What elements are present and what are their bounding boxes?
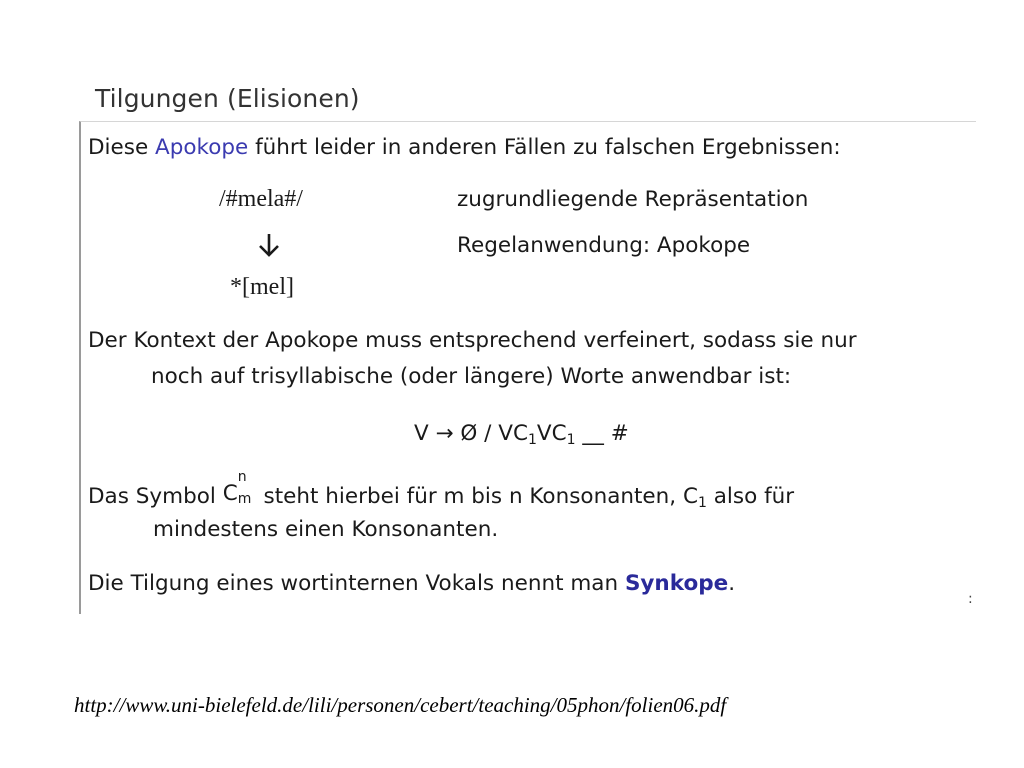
rule-mid: VC [536, 421, 567, 446]
underlying-form: /#mela#/ [219, 186, 303, 212]
rule-sub-2: 1 [566, 432, 576, 448]
symbol-c: C [222, 481, 238, 506]
surface-form: *[mel] [230, 274, 294, 300]
underlying-label: zugrundliegende Repräsentation [457, 187, 809, 212]
rule-tail: __ # [575, 421, 629, 446]
rule-sub-1: 1 [527, 432, 537, 448]
apocope-rule-formula [414, 421, 629, 446]
symbol-middle: steht hierbei für m bis n Konsonanten, C [256, 484, 698, 509]
context-line-2: noch auf trisyllabische (oder längere) Worte anwendbar ist: [151, 364, 792, 389]
syncope-before: Die Tilgung eines wortinternen Vokals nennt man [88, 571, 625, 596]
rule-arrow-icon: → [435, 421, 454, 446]
rule-application-label: Regelanwendung: Apokope [457, 233, 751, 258]
intro-before: Diese [88, 135, 156, 160]
rule-lhs: V [414, 421, 429, 446]
term-apokope: Apokope [155, 135, 249, 160]
symbol-c1-sub: 1 [697, 495, 707, 511]
symbol-before: Das Symbol [88, 484, 223, 509]
down-arrow-icon [258, 232, 280, 258]
symbol-after: also für [706, 484, 795, 509]
intro-after: führt leider in anderen Fällen zu falschen Ergebnissen: [248, 135, 841, 160]
symbol-sub: m [237, 491, 252, 507]
symbol-cnm [222, 469, 257, 507]
syncope-line [88, 571, 735, 596]
syncope-after: . [728, 571, 736, 596]
term-synkope: Synkope [624, 571, 729, 596]
symbol-line [88, 469, 795, 511]
slide-title: Tilgungen (Elisionen) [95, 84, 360, 113]
symbol-sup: n [237, 469, 247, 485]
symbol-line-2: mindestens einen Konsonanten. [153, 517, 499, 542]
context-line-1: Der Kontext der Apokope muss entsprechend verfeinert, sodass sie nur [88, 328, 857, 353]
rule-rhs: Ø / VC [460, 421, 528, 446]
edge-mark: : [968, 591, 973, 607]
intro-line [88, 135, 841, 160]
source-url: http://www.uni-bielefeld.de/lili/personen/cebert/teaching/05phon/folien06.pdf [74, 693, 727, 717]
